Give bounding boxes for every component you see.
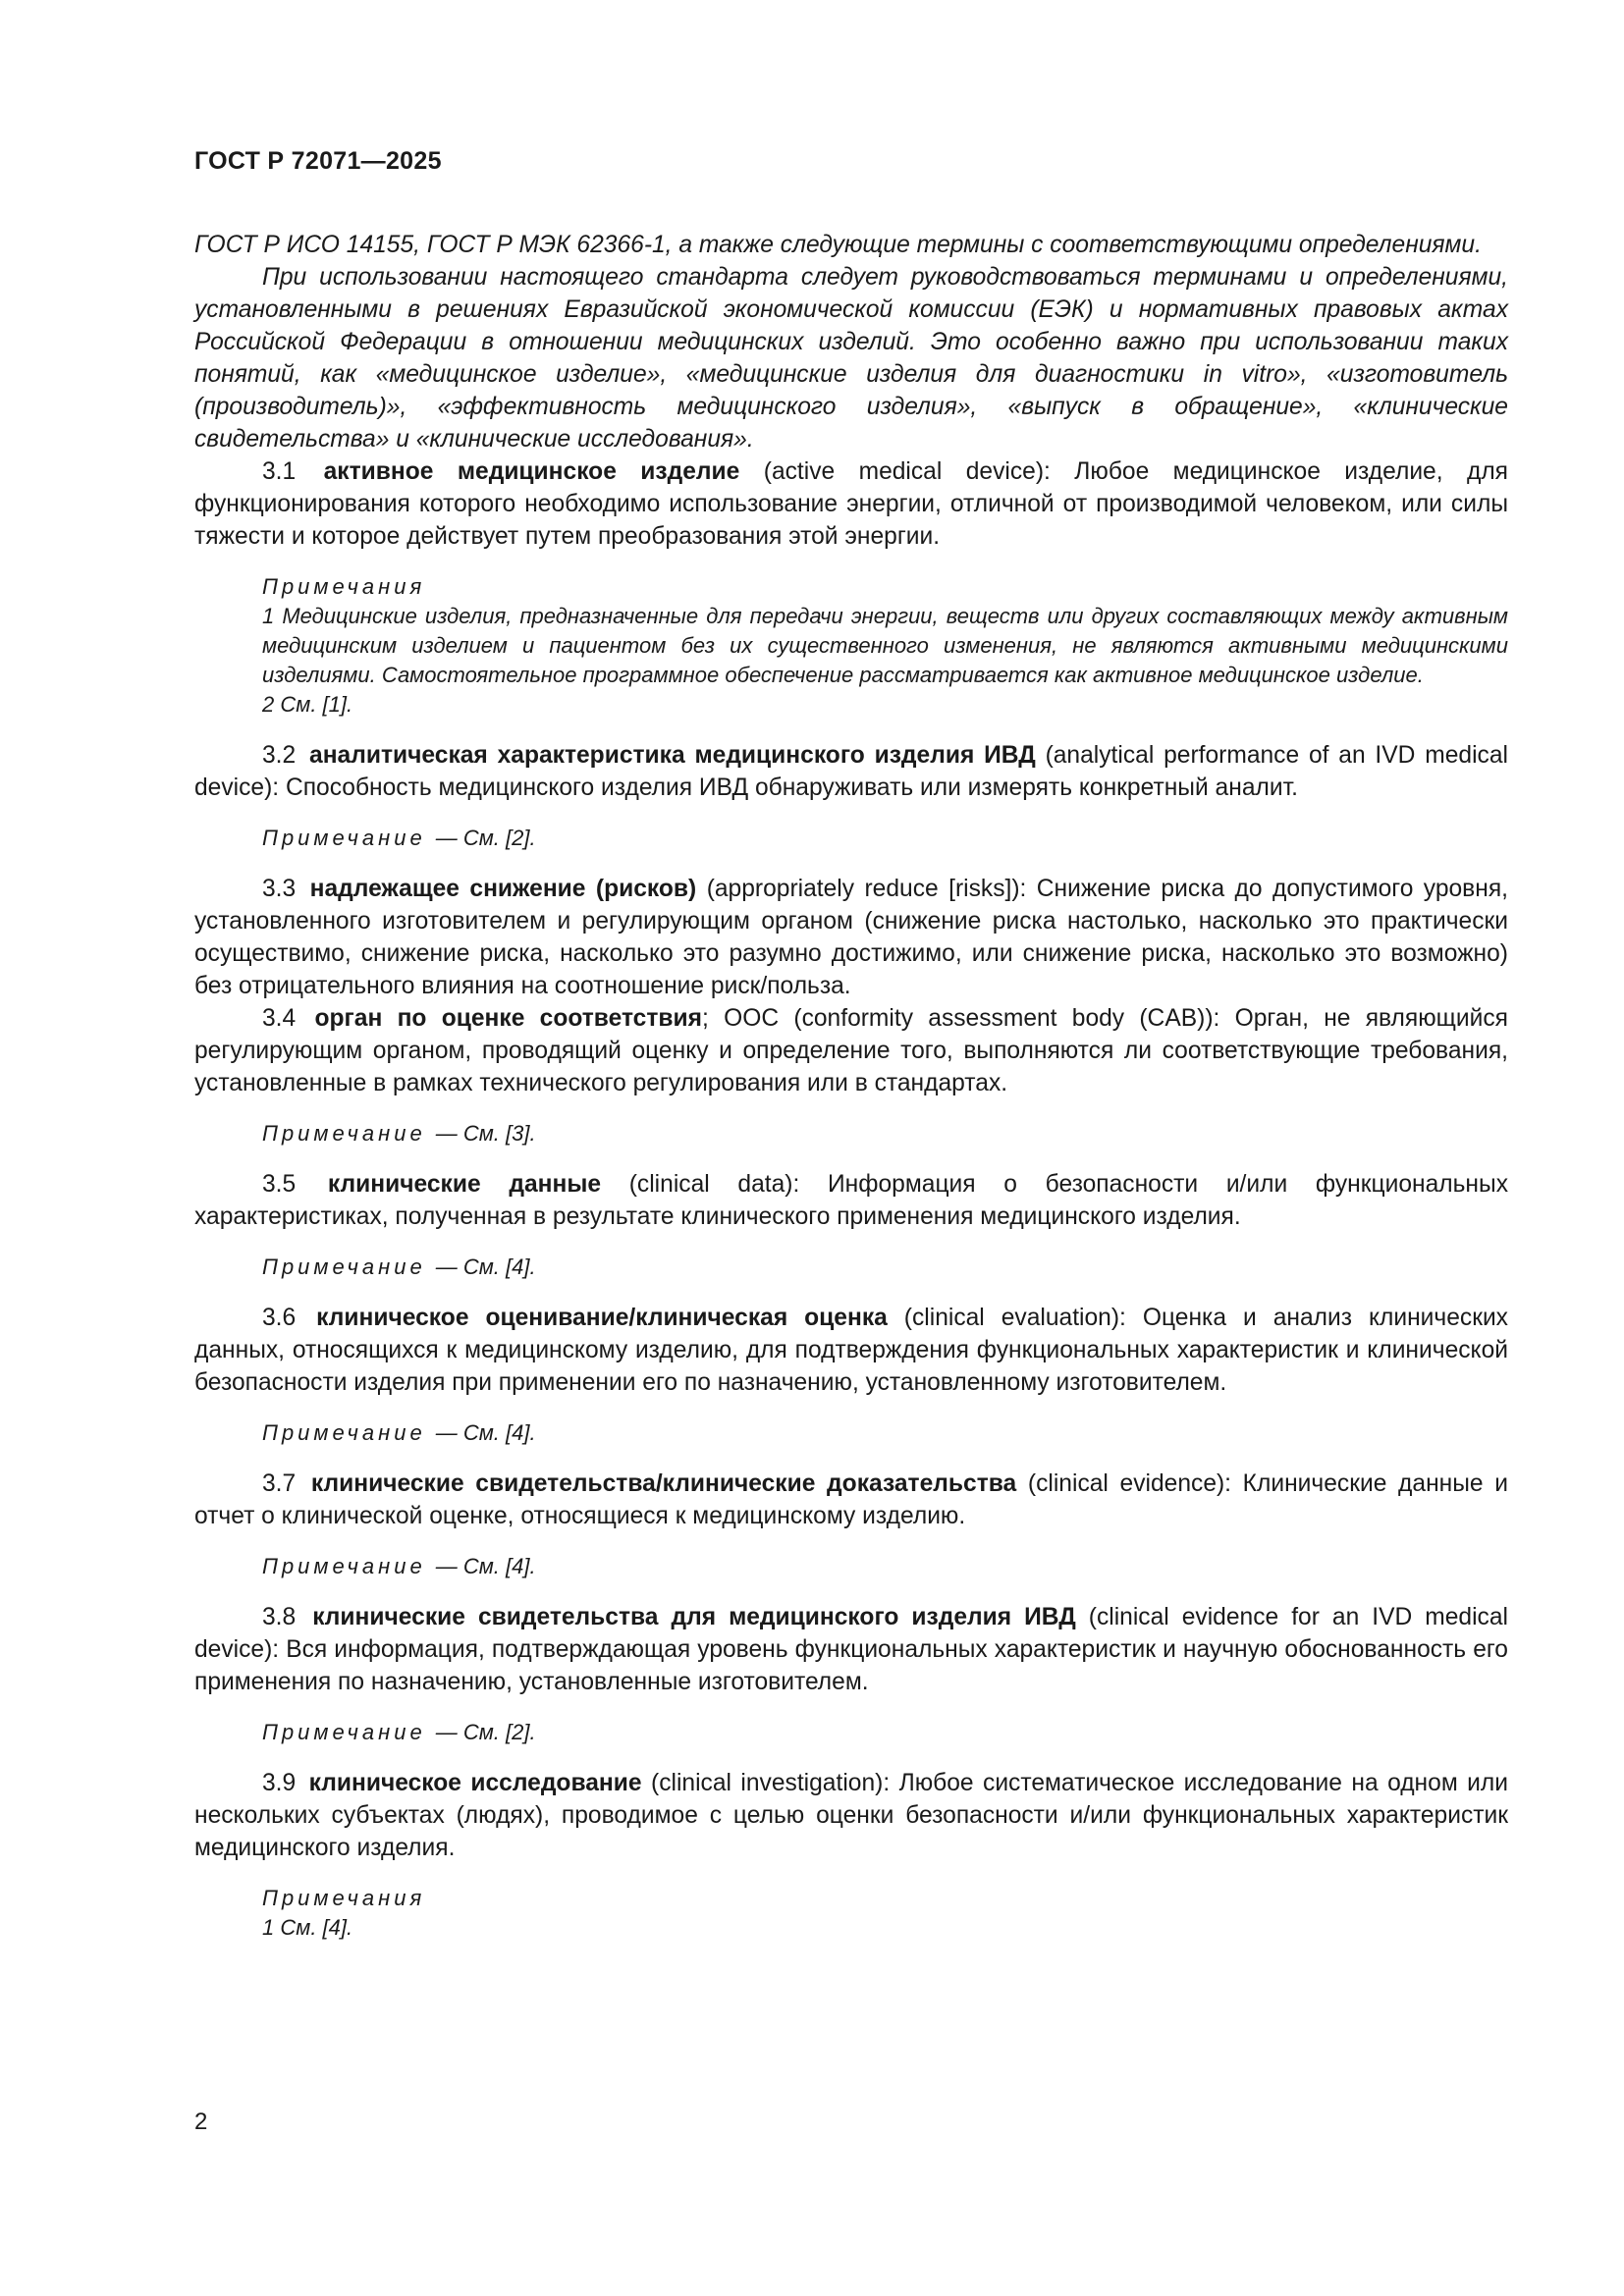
note-text: — См. [4]. <box>435 1255 536 1279</box>
term-entry <box>194 873 1508 1002</box>
page-number: 2 <box>194 2109 208 2135</box>
term-entry <box>194 1002 1508 1099</box>
term-title: клинические свидетельства/клинические доказательства <box>310 1470 1017 1497</box>
term-number: 3.4 <box>262 1005 297 1032</box>
note-item <box>262 602 1508 690</box>
term-definition: (clinical evidence for an IVD medical device): Вся информация, подтверждающая уровень функциональных характеристик и научную обоснованность его применения по назначению, установленные изготовителем. <box>194 1604 1508 1695</box>
term-entry <box>194 1468 1508 1532</box>
note-label: Примечание <box>262 826 426 850</box>
term-entry <box>194 1767 1508 1864</box>
term-title: клиническое исследование <box>308 1770 642 1796</box>
term-definition: (analytical performance of an IVD medical device): Способность медицинского изделия ИВД обнаруживать или измерять конкретный аналит. <box>194 742 1508 801</box>
note-line <box>262 1418 1508 1448</box>
term-entry <box>194 455 1508 553</box>
note-label: Примечание <box>262 1420 426 1445</box>
note-heading: Примечания <box>262 1886 426 1910</box>
note-label: Примечание <box>262 1255 426 1279</box>
note-label: Примечание <box>262 1720 426 1744</box>
term-definition: (clinical evaluation): Оценка и анализ клинических данных, относящихся к медицинскому изделию, для подтверждения функциональных характеристик и клинической безопасности изделия при применении его по назначению, установленному изготовителем. <box>194 1305 1508 1396</box>
note-heading: Примечания <box>262 574 426 599</box>
document-page <box>194 147 1508 1962</box>
term-definition: ; ООС (conformity assessment body (CAB)): Орган, не являющийся регулирующим органом, проводящий оценку и определение того, выполняются ли соответствующие требования, установленные в рамках технического регулирования или в стандартах. <box>194 1005 1508 1096</box>
term-entry <box>194 1302 1508 1399</box>
term-definition: (clinical evidence): Клинические данные и отчет о клинической оценке, относящиеся к медицинскому изделию. <box>194 1470 1508 1529</box>
note-text: — См. [3]. <box>435 1121 536 1146</box>
note-label: Примечание <box>262 1121 426 1146</box>
note-block <box>262 572 1508 720</box>
term-title: орган по оценке соответствия <box>314 1005 702 1032</box>
note-text: — См. [2]. <box>435 826 536 850</box>
term-number: 3.1 <box>262 458 297 485</box>
term-number: 3.9 <box>262 1770 297 1796</box>
term-definition: (active medical device): Любое медицинское изделие, для функционирования которого необходимо использование энергии, отличной от производимой человеком, или силы тяжести и которое действует путем преобразования этой энергии. <box>194 458 1508 550</box>
note-block <box>262 1884 1508 1943</box>
term-title: клинические свидетельства для медицинского изделия ИВД <box>312 1604 1076 1630</box>
note-line <box>262 1253 1508 1282</box>
note-item: 1 См. [4]. <box>262 1915 353 1940</box>
intro-paragraph-2: При использовании настоящего стандарта следует руководствоваться терминами и определениями, установленными в решениях Евразийской экономической комиссии (ЕЭК) и нормативных правовых актах Российской Федерации в отношении медицинских изделий. Это особенно важно при использовании таких понятий, как «медицинское изделие», «медицинские изделия для диагностики in vitro», «изготовитель (производитель)», «эффективность медицинского изделия», «выпуск в обращение», «клинические свидетельства» и «клинические исследования». <box>194 264 1508 453</box>
note-line <box>262 1552 1508 1581</box>
term-number: 3.7 <box>262 1470 297 1497</box>
note-item: 2 См. [1]. <box>262 692 353 717</box>
standard-header: ГОСТ Р 72071—2025 <box>194 147 442 175</box>
term-number: 3.3 <box>262 876 297 902</box>
intro-paragraph-1: ГОСТ Р ИСО 14155, ГОСТ Р МЭК 62366-1, а также следующие термины с соответствующими определениями. <box>194 232 1482 258</box>
note-label: Примечание <box>262 1554 426 1578</box>
term-title: клиническое оценивание/клиническая оценка <box>316 1305 888 1331</box>
term-number: 3.5 <box>262 1171 297 1198</box>
term-definition: (clinical data): Информация о безопасности и/или функциональных характеристиках, полученная в результате клинического применения медицинского изделия. <box>194 1171 1508 1230</box>
term-number: 3.2 <box>262 742 297 769</box>
term-number: 3.6 <box>262 1305 297 1331</box>
note-line <box>262 824 1508 853</box>
note-line <box>262 1718 1508 1747</box>
note-text: — См. [4]. <box>435 1554 536 1578</box>
term-entry <box>194 1168 1508 1233</box>
term-number: 3.8 <box>262 1604 297 1630</box>
term-definition: (appropriately reduce [risks]): Снижение риска до допустимого уровня, установленного изготовителем и регулирующим органом (снижение риска настолько, насколько это практически осуществимо, снижение риска, насколько это разумно достижимо, или снижение риска, насколько это возможно) без отрицательного влияния на соотношение риск/польза. <box>194 876 1508 999</box>
term-title: активное медицинское изделие <box>323 458 740 485</box>
note-text: — См. [2]. <box>435 1720 536 1744</box>
note-text: — См. [4]. <box>435 1420 536 1445</box>
term-definition: (clinical investigation): Любое систематическое исследование на одном или нескольких субъектах (людях), проводимое с целью оценки безопасности и/или функциональных характеристик медицинского изделия. <box>194 1770 1508 1861</box>
term-title: аналитическая характеристика медицинского изделия ИВД <box>309 742 1036 769</box>
note-text: 1 Медицинские изделия, предназначенные для передачи энергии, веществ или других составляющих между активным медицинским изделием и пациентом без их существенного изменения, не являются активными медицинскими изделиями. Самостоятельное программное обеспечение рассматривается как активное медицинское изделие. <box>262 604 1508 687</box>
term-title: клинические данные <box>327 1171 602 1198</box>
term-entry <box>194 739 1508 804</box>
term-title: надлежащее снижение (рисков) <box>309 876 697 902</box>
note-line <box>262 1119 1508 1148</box>
term-entry <box>194 1601 1508 1698</box>
